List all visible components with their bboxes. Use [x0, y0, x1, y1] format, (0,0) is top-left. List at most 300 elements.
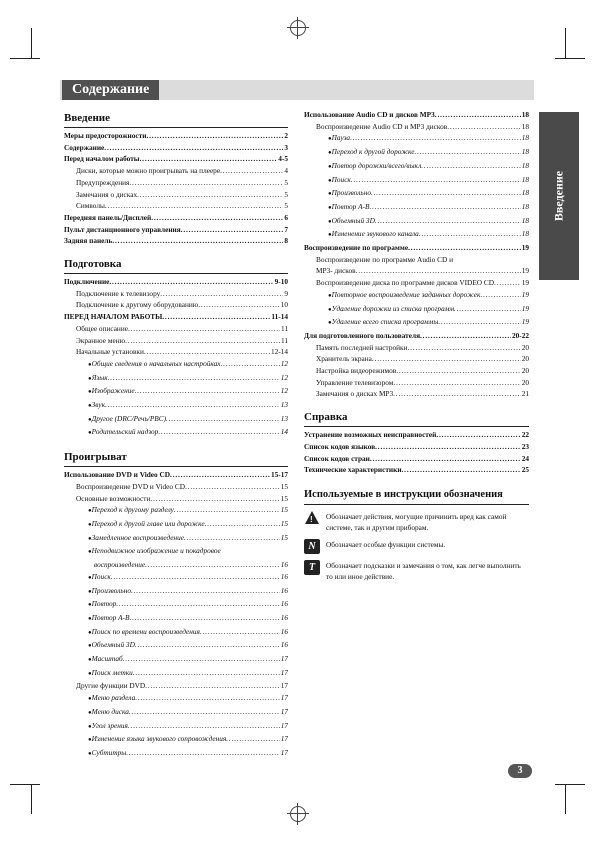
toc-entry-title: Пульт дистанционного управления — [64, 224, 181, 234]
toc-entry-title: ● Поиск — [328, 174, 351, 188]
toc-leader-dots — [371, 187, 521, 201]
toc-leader-dots — [350, 132, 521, 146]
toc-entry-title: Содержание — [64, 142, 105, 152]
toc-entry[interactable] — [304, 377, 529, 389]
toc-entry[interactable] — [64, 667, 288, 681]
toc-entry-page: 13 — [280, 400, 288, 410]
side-tab-label: Введение — [551, 170, 566, 222]
registration-mark — [290, 806, 306, 822]
registration-mark — [290, 20, 306, 36]
toc-entry-title: Меры предосторожности — [64, 131, 147, 140]
toc-leader-dots — [105, 399, 280, 413]
toc-entry-page: 19 — [521, 243, 529, 253]
toc-leader-dots — [220, 165, 283, 177]
crop-mark — [555, 58, 585, 59]
toc-entry-title: ● Повторное воспроизведение заданных дорожек — [328, 289, 480, 303]
toc-entry-page: 16 — [280, 599, 288, 609]
toc-left-column — [64, 109, 288, 761]
toc-entry-title: ● Изменение языка звукового сопровождения — [88, 733, 226, 747]
toc-entry-title: Хранитель экрана — [316, 354, 372, 364]
toc-entry-page: 19 — [521, 266, 529, 276]
toc-entry-page: 14 — [280, 427, 288, 437]
toc-leader-dots — [129, 177, 283, 189]
toc-entry-title: ● Изменение звукового канала — [328, 228, 419, 242]
toc-entry-page: 16 — [280, 585, 288, 595]
toc-entry[interactable] — [304, 109, 529, 121]
toc-entry-page: 20 — [521, 354, 529, 364]
toc-entry-title: ● Объемный 3D — [328, 215, 375, 229]
toc-leader-dots — [108, 372, 280, 386]
toc-entry-title: Воспроизведение по программе — [304, 243, 409, 253]
toc-entry-page: 24 — [521, 453, 529, 463]
toc-leader-dots — [135, 385, 280, 399]
toc-entry-title: Другие функции DVD — [76, 681, 146, 691]
toc-leader-dots — [181, 224, 284, 236]
toc-leader-dots — [419, 228, 521, 242]
toc-entry-title: Символы — [76, 201, 105, 211]
toc-entry-title: Диски, которые можно проигрывать на плеере — [76, 166, 221, 176]
toc-entry-title: ● Удаление дорожки из списка программ — [328, 303, 454, 317]
toc-entry-page: 20 — [521, 342, 529, 352]
toc-entry[interactable] — [64, 481, 288, 493]
toc-entry-page: 5 — [284, 177, 288, 187]
toc-leader-dots — [140, 153, 278, 165]
toc-entry-page: 11 — [280, 323, 288, 333]
toc-entry-page: 3 — [284, 142, 288, 152]
toc-entry-title: ● Родительский надзор — [88, 426, 158, 440]
toc-entry-page: 25 — [521, 465, 529, 475]
notation-section — [304, 486, 529, 582]
toc-entry-page: 19 — [521, 317, 529, 327]
toc-entry-page: 15 — [280, 518, 288, 528]
toc-leader-dots — [200, 626, 280, 640]
toc-entry[interactable] — [64, 385, 288, 399]
section-divider — [64, 466, 288, 467]
toc-entry-title: ● Переход к другому разделу — [88, 504, 174, 518]
toc-leader-dots — [151, 212, 283, 224]
toc-entry-page: 19 — [521, 303, 529, 313]
toc-entry[interactable] — [304, 228, 529, 242]
toc-entry-title: Использование DVD и Video CD — [64, 470, 171, 480]
toc-leader-dots — [372, 353, 521, 365]
toc-entry-title: ● Неподвижное изображение и покадровое — [88, 545, 221, 559]
toc-entry-page: 20 — [521, 377, 529, 387]
toc-entry-page: 20 — [521, 366, 529, 376]
toc-entry-page: 17 — [280, 667, 288, 677]
toc-entry-page: 23 — [521, 441, 529, 451]
toc-entry-title: Воспроизведение DVD и Video CD — [76, 481, 186, 491]
section-heading: Проигрыват — [64, 451, 127, 464]
page-title: Содержание — [62, 80, 159, 100]
toc-entry[interactable] — [304, 254, 529, 266]
toc-entry-title: Подключение — [64, 277, 110, 287]
toc-leader-dots — [480, 289, 520, 303]
toc-entry[interactable] — [64, 399, 288, 413]
toc-entry-title: ● Удаление всего списка программы — [328, 316, 438, 330]
notation-item — [304, 539, 529, 554]
toc-entry[interactable] — [64, 585, 288, 599]
toc-entry[interactable] — [304, 242, 529, 254]
toc-entry[interactable] — [64, 733, 288, 747]
toc-entry-title: Подключение к другому оборудованию — [76, 300, 199, 310]
toc-leader-dots — [421, 160, 520, 174]
toc-entry-page: 15 — [280, 505, 288, 515]
toc-entry[interactable] — [64, 372, 288, 386]
toc-entry-page: 17 — [280, 681, 288, 691]
toc-entry-title: ● Произвольно — [88, 585, 131, 599]
toc-leader-dots — [407, 342, 520, 354]
toc-entry[interactable] — [304, 160, 529, 174]
toc-entry[interactable] — [64, 545, 288, 559]
toc-leader-dots — [166, 413, 280, 427]
toc-entry[interactable] — [304, 353, 529, 365]
toc-entry-title: Задняя панель — [64, 236, 113, 246]
toc-entry-title: ● Общие сведения о начальных настройках — [88, 358, 221, 372]
toc-entry-title: Воспроизведение диска по программе дисков VIDEO CD — [316, 278, 495, 288]
toc-entry[interactable] — [64, 200, 288, 212]
toc-leader-dots — [174, 504, 280, 518]
toc-leader-dots — [109, 276, 273, 288]
toc-entry-page: 16 — [280, 612, 288, 622]
toc-leader-dots — [454, 303, 521, 317]
toc-leader-dots — [112, 235, 283, 247]
toc-entry[interactable] — [64, 311, 288, 323]
toc-entry[interactable] — [304, 174, 529, 188]
toc-entry[interactable] — [304, 132, 529, 146]
toc-entry-page: 10 — [280, 300, 288, 310]
toc-entry[interactable] — [304, 303, 529, 317]
toc-entry-page: 4 — [284, 166, 288, 176]
toc-leader-dots — [128, 323, 280, 335]
crop-mark — [565, 28, 566, 58]
toc-entry[interactable] — [64, 692, 288, 706]
toc-entry[interactable] — [304, 453, 529, 465]
toc-leader-dots — [150, 493, 279, 505]
toc-entry[interactable] — [64, 639, 288, 653]
toc-entry-title: Замечания о дисках — [76, 189, 138, 199]
toc-entry-page: 11 — [280, 335, 288, 345]
toc-entry[interactable] — [64, 358, 288, 372]
toc-entry-page: 15-17 — [270, 470, 288, 480]
toc-leader-dots — [393, 388, 521, 400]
toc-entry-page: 16 — [280, 626, 288, 636]
toc-leader-dots — [226, 733, 279, 747]
toc-leader-dots — [435, 109, 521, 121]
toc-entry-title: Настройка видеорежимов — [316, 366, 397, 376]
toc-leader-dots — [396, 365, 520, 377]
toc-entry[interactable] — [64, 469, 288, 481]
toc-entry[interactable] — [304, 277, 529, 289]
toc-entry[interactable] — [64, 235, 288, 247]
toc-entry[interactable] — [304, 146, 529, 160]
toc-entry[interactable] — [64, 142, 288, 154]
toc-entry-title: ● Меню раздела — [88, 692, 135, 706]
toc-entry-title: ● Повтор дорожки/всего/выкл — [328, 160, 421, 174]
toc-entry-page: 16 — [280, 640, 288, 650]
toc-entry-title: MP3- дисков — [316, 266, 356, 276]
toc-entry[interactable] — [64, 559, 288, 571]
toc-entry[interactable] — [304, 429, 529, 441]
toc-entry-page: 11-14 — [271, 312, 288, 322]
tip-icon: T — [304, 560, 320, 575]
toc-entry-page: 17 — [280, 693, 288, 703]
toc-entry-title: Общее описание — [76, 323, 128, 333]
toc-entry-page: 12-14 — [270, 347, 288, 357]
toc-entry[interactable] — [64, 299, 288, 311]
toc-leader-dots — [104, 142, 283, 154]
toc-leader-dots — [438, 316, 520, 330]
toc-leader-dots — [133, 667, 280, 681]
toc-entry[interactable] — [64, 626, 288, 640]
toc-entry[interactable] — [304, 201, 529, 215]
section-heading: Справка — [304, 411, 348, 424]
section-divider — [304, 426, 529, 427]
toc-entry-page: 19 — [521, 278, 529, 288]
toc-entry[interactable] — [64, 532, 288, 546]
toc-entry[interactable] — [64, 706, 288, 720]
toc-leader-dots — [144, 346, 270, 358]
toc-leader-dots — [184, 532, 280, 546]
toc-leader-dots — [414, 146, 520, 160]
toc-leader-dots — [129, 612, 279, 626]
toc-leader-dots — [105, 200, 283, 212]
toc-entry[interactable] — [304, 365, 529, 377]
toc-entry-page: 18 — [521, 229, 529, 239]
toc-entry-page: 7 — [284, 224, 288, 234]
section-divider — [64, 273, 288, 274]
toc-leader-dots — [125, 335, 280, 347]
warning-icon: ! — [305, 511, 319, 524]
toc-entry-title: Перед началом работы — [64, 154, 140, 164]
toc-entry-page: 15 — [280, 481, 288, 491]
toc-entry[interactable] — [304, 121, 529, 133]
toc-entry-title: ● Звук — [88, 399, 105, 413]
toc-entry-page: 12 — [280, 386, 288, 396]
toc-entry[interactable] — [64, 288, 288, 300]
toc-entry[interactable] — [64, 720, 288, 734]
toc-entry-title: ● Масштаб — [88, 653, 123, 667]
toc-entry[interactable] — [64, 504, 288, 518]
toc-leader-dots — [198, 299, 279, 311]
toc-right-column — [304, 109, 529, 476]
toc-entry-page: 17 — [280, 720, 288, 730]
toc-entry-page: 18 — [521, 110, 529, 119]
toc-entry-page: 17 — [280, 654, 288, 664]
toc-entry[interactable] — [64, 612, 288, 626]
toc-entry-page: 22 — [521, 430, 529, 440]
toc-leader-dots — [160, 288, 283, 300]
toc-entry-title: ● Меню диска — [88, 706, 129, 720]
section-side-tab — [539, 112, 579, 280]
notation-item — [304, 560, 529, 582]
toc-entry-page: 18 — [521, 201, 529, 211]
crop-mark — [31, 784, 32, 814]
toc-entry[interactable] — [64, 518, 288, 532]
toc-leader-dots — [205, 518, 280, 532]
toc-entry[interactable] — [304, 187, 529, 201]
toc-entry-page: 8 — [284, 236, 288, 246]
toc-leader-dots — [135, 692, 279, 706]
toc-entry[interactable] — [64, 177, 288, 189]
toc-entry-page: 6 — [284, 212, 288, 222]
toc-entry-page: 18 — [521, 160, 529, 170]
toc-entry-title: ● Объемный 3D — [88, 639, 135, 653]
note-icon: N — [304, 539, 320, 554]
toc-leader-dots — [123, 653, 280, 667]
toc-entry[interactable] — [64, 346, 288, 358]
toc-leader-dots — [145, 680, 280, 692]
toc-entry-title: Начальные установки — [76, 347, 144, 357]
toc-entry-page: 15 — [280, 493, 288, 503]
toc-entry[interactable] — [304, 388, 529, 400]
toc-entry-title: ● Переход к другой дорожке — [328, 146, 414, 160]
toc-entry-page: 18 — [521, 188, 529, 198]
toc-entry-page: 18 — [521, 147, 529, 157]
toc-entry[interactable] — [304, 330, 529, 342]
crop-mark — [565, 784, 566, 814]
toc-entry-page: 19 — [521, 289, 529, 299]
toc-entry[interactable] — [304, 289, 529, 303]
toc-entry-page: 5 — [284, 189, 288, 199]
toc-entry-title: ПЕРЕД НАЧАЛОМ РАБОТЫ — [64, 312, 163, 322]
toc-entry[interactable] — [64, 335, 288, 347]
toc-leader-dots — [402, 464, 521, 476]
toc-leader-dots — [131, 585, 280, 599]
notation-text: Обозначает особые функции системы. — [326, 540, 446, 549]
toc-entry[interactable] — [304, 464, 529, 476]
toc-entry-page: 18 — [521, 133, 529, 143]
notation-text: Обозначает подсказки и замечания о том, как легче выполнить то или иное действие. — [326, 561, 521, 581]
toc-entry-title: ● Другое (DRC/Речь/PBC) — [88, 413, 166, 427]
toc-entry-page: 17 — [280, 706, 288, 716]
toc-entry-title: Технические характеристики — [304, 465, 402, 475]
toc-entry[interactable] — [64, 165, 288, 177]
toc-entry-title: ● Язык — [88, 372, 108, 386]
notation-text: Обозначает действия, могущие причинить вред как самой системе, так и другим приборам. — [326, 512, 507, 532]
toc-entry-title: ● Замедленное воспроизведение — [88, 532, 184, 546]
toc-leader-dots — [135, 639, 280, 653]
toc-entry-page: 21 — [521, 389, 529, 399]
toc-entry[interactable] — [64, 323, 288, 335]
toc-leader-dots — [111, 571, 280, 585]
toc-leader-dots — [221, 358, 280, 372]
toc-leader-dots — [370, 453, 521, 465]
toc-entry-page: 16 — [280, 571, 288, 581]
toc-leader-dots — [408, 242, 521, 254]
toc-entry-title: ● Повтор А-В — [328, 201, 369, 215]
toc-entry[interactable] — [64, 189, 288, 201]
toc-entry[interactable] — [64, 653, 288, 667]
toc-leader-dots — [185, 481, 280, 493]
toc-leader-dots — [116, 598, 279, 612]
toc-entry[interactable] — [304, 441, 529, 453]
toc-entry-title: Экранное меню — [76, 335, 126, 345]
toc-entry-title: ● Пауза — [328, 132, 350, 146]
toc-entry-page: 18 — [521, 215, 529, 225]
toc-entry-title: ● Поиск — [88, 571, 111, 585]
toc-entry-page: 4-5 — [278, 154, 288, 164]
toc-entry-page: 17 — [280, 734, 288, 744]
toc-entry[interactable] — [64, 224, 288, 236]
toc-entry-title: Использование Audio CD и дисков MP3 — [304, 110, 435, 119]
toc-entry-title: Список кодов языков — [304, 441, 376, 451]
toc-entry-page: 13 — [280, 413, 288, 423]
toc-leader-dots — [356, 265, 521, 277]
toc-leader-dots — [494, 277, 521, 289]
crop-mark — [10, 58, 40, 59]
toc-entry-title: ● Переход к другой главе или дорожке — [88, 518, 205, 532]
section-heading: Введение — [64, 112, 111, 124]
toc-entry[interactable] — [64, 426, 288, 440]
section-heading: Подготовка — [64, 258, 122, 271]
page-number: 3 — [508, 764, 532, 778]
toc-entry[interactable] — [64, 571, 288, 585]
toc-entry-title: ● Поиск по времени воспроизведения — [88, 626, 200, 640]
toc-leader-dots — [436, 429, 520, 441]
toc-entry[interactable] — [64, 212, 288, 224]
toc-entry-page: 16 — [280, 560, 288, 570]
toc-entry-title: ● Угол зрения — [88, 720, 128, 734]
toc-entry[interactable] — [64, 130, 288, 142]
notation-title: Используемые в инструкции обозначения — [304, 489, 503, 500]
toc-entry-page: 9-10 — [274, 277, 288, 287]
toc-entry-page: 9 — [284, 288, 288, 298]
toc-leader-dots — [145, 559, 280, 571]
toc-entry[interactable] — [64, 276, 288, 288]
toc-leader-dots — [129, 706, 280, 720]
toc-entry-title: Передняя панель/Дисплей — [64, 212, 152, 222]
toc-entry[interactable] — [304, 342, 529, 354]
toc-entry-title: Устранение возможных неисправностей — [304, 430, 437, 440]
toc-entry[interactable] — [64, 598, 288, 612]
toc-entry[interactable] — [304, 316, 529, 330]
toc-entry-page: 2 — [284, 131, 288, 140]
toc-leader-dots — [158, 426, 279, 440]
toc-leader-dots — [146, 130, 283, 142]
toc-entry-title: Управление телевизором — [316, 377, 394, 387]
toc-entry-title: Список кодов стран — [304, 453, 370, 463]
toc-entry-title: ● Произвольно — [328, 187, 371, 201]
toc-entry[interactable] — [64, 747, 288, 761]
toc-entry-title: Воспроизведение Audio CD и MP3 дисков — [316, 121, 448, 131]
toc-entry-title: Подключение к телевизору — [76, 288, 161, 298]
toc-leader-dots — [170, 469, 270, 481]
toc-entry-title: ● Повтор А-В — [88, 612, 129, 626]
toc-leader-dots — [137, 189, 283, 201]
toc-entry[interactable] — [304, 265, 529, 277]
toc-leader-dots — [162, 311, 270, 323]
toc-leader-dots — [126, 747, 280, 761]
toc-entry[interactable] — [64, 493, 288, 505]
section-divider — [304, 504, 529, 505]
crop-mark — [555, 784, 585, 785]
toc-entry-page: 18 — [521, 174, 529, 184]
toc-entry-title: ● Поиск метки — [88, 667, 133, 681]
toc-entry-title: Память последней настройки — [316, 342, 408, 352]
toc-entry[interactable] — [64, 413, 288, 427]
toc-entry-title: Предупреждения — [76, 177, 130, 187]
toc-leader-dots — [375, 441, 521, 453]
toc-entry[interactable] — [64, 680, 288, 692]
toc-entry-title: Замечания о дисках MP3 — [316, 389, 394, 399]
toc-entry[interactable] — [304, 215, 529, 229]
toc-entry[interactable] — [64, 153, 288, 165]
toc-leader-dots — [393, 377, 520, 389]
toc-leader-dots — [375, 215, 521, 229]
toc-entry-page: 17 — [280, 747, 288, 757]
toc-entry-page: 18 — [521, 121, 529, 131]
toc-entry-title: Воспроизведение по программе Audio CD и — [316, 254, 453, 264]
